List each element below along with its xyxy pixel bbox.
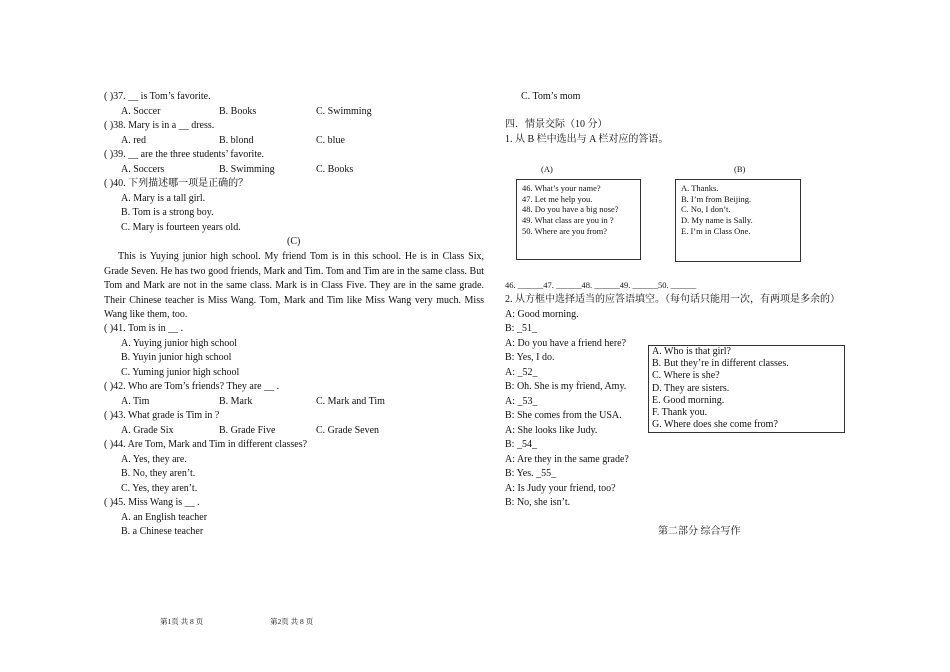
dialogue-line: A: _53_: [505, 396, 538, 407]
q42-option-b: B. Mark: [219, 396, 253, 407]
q41-stem: ( )41. Tom is in __ .: [104, 323, 184, 334]
q40-stem: ( )40. 下列描述哪一项是正确的？: [104, 178, 249, 189]
dialogue-line: A: Is Judy your friend, too?: [505, 483, 616, 494]
column-b-item-e: E. I’m in Class One.: [681, 225, 751, 236]
q43-option-a: A. Grade Six: [121, 425, 174, 436]
q44-option-c: C. Yes, they aren’t.: [121, 483, 198, 494]
q40-option-c: C. Mary is fourteen years old.: [121, 222, 241, 233]
q38-option-a: A. red: [121, 135, 146, 146]
q39-option-b: B. Swimming: [219, 164, 275, 175]
column-a-label: (A): [541, 164, 553, 174]
page-number-1: 第1页 共 8 页: [160, 617, 204, 626]
q38-option-b: B. blond: [219, 135, 254, 146]
page-number-2: 第2页 共 8 页: [270, 617, 314, 626]
option-g: G. Where does she come from?: [652, 419, 778, 431]
dialogue-line: B: She comes from the USA.: [505, 410, 622, 421]
q43-option-b: B. Grade Five: [219, 425, 276, 436]
q45-option-c: C. Tom’s mom: [521, 91, 581, 102]
column-b-label: (B): [734, 164, 746, 174]
dialogue-line: A: Are they in the same grade?: [505, 454, 629, 465]
dialogue-line: B: _51_: [505, 323, 537, 334]
part-2-heading: 第二部分 综合写作: [658, 526, 741, 537]
q45-option-b: B. a Chinese teacher: [121, 526, 204, 537]
q42-option-a: A. Tim: [121, 396, 150, 407]
dialogue-line: A: Good morning.: [505, 309, 579, 320]
option-e: E. Good morning.: [652, 394, 725, 406]
q39-option-a: A. Soccers: [121, 164, 165, 175]
q40-option-b: B. Tom is a strong boy.: [121, 207, 214, 218]
column-b-item-a: A. Thanks.: [681, 183, 719, 193]
column-a-item-50: 50. Where are you from?: [522, 225, 608, 236]
option-c: C. Where is she?: [652, 370, 720, 382]
q42-stem: ( )42. Who are Tom’s friends? They are __ .: [104, 381, 280, 392]
column-b-item-c: C. No, I don’t.: [681, 204, 731, 215]
q39-stem: ( )39. __ are the three students’ favorite.: [104, 149, 265, 160]
q42-option-c: C. Mark and Tim: [316, 396, 385, 407]
q41-option-a: A. Yuying junior high school: [121, 338, 238, 349]
dialogue-line: A: _52_: [505, 367, 538, 378]
q43-stem: ( )43. What grade is Tim in ?: [104, 410, 220, 421]
q37-stem: ( )37. __ is Tom’s favorite.: [104, 91, 211, 102]
dialogue-line: A: Do you have a friend here?: [505, 338, 627, 349]
q45-option-a: A. an English teacher: [121, 512, 208, 523]
q45-stem: ( )45. Miss Wang is __ .: [104, 497, 200, 508]
section-4-heading: 四．情景交际（10 分）: [505, 119, 608, 130]
q44-option-b: B. No, they aren’t.: [121, 468, 196, 479]
option-f: F. Thank you.: [652, 407, 708, 419]
option-b: B. But they’re in different classes.: [652, 358, 789, 370]
option-a: A. Who is that girl?: [652, 346, 731, 357]
column-b-box: [675, 179, 801, 262]
q39-option-c: C. Books: [316, 164, 354, 175]
q44-option-a: A. Yes, they are.: [121, 454, 187, 465]
column-b-item-b: B. I’m from Beijing.: [681, 193, 752, 204]
q41-option-c: C. Yuming junior high school: [121, 367, 240, 378]
options-box: [648, 345, 845, 433]
dialogue-line: B: _54_: [505, 439, 537, 450]
task-2-instruction: 2. 从方框中选择适当的应答语填空。（每句话只能用一次，有两项是多余的）: [505, 294, 840, 305]
column-a-box: [516, 179, 641, 260]
q37-option-a: A. Soccer: [121, 106, 161, 117]
q40-option-a: A. Mary is a tall girl.: [121, 193, 206, 204]
reading-passage: This is Yuying junior high school. My friend Tom is in this school. He is in Class Six, Grade Seven. He has two good friends, Mark and Tim. Tom and Tim are in the same class. But Tom and Mark are not in the same class. Mark is in Class Five. They are in the same grade. Their Chinese teacher is Miss Wang. Tom, Mark and Tim like Miss Wang very much. Miss Wang like them, too.: [104, 251, 484, 320]
dialogue-line: B: No, she isn’t.: [505, 497, 571, 508]
column-a-item-47: 47. Let me help you.: [522, 193, 593, 204]
q38-option-c: C. blue: [316, 135, 345, 146]
q44-stem: ( )44. Are Tom, Mark and Tim in different classes?: [104, 439, 308, 450]
q37-option-c: C. Swimming: [316, 106, 372, 117]
dialogue-line: B: Yes, I do.: [505, 352, 555, 363]
dialogue-line: A: She looks like Judy.: [505, 425, 598, 436]
option-d: D. They are sisters.: [652, 382, 730, 394]
dialogue-line: B: Yes. _55_: [505, 468, 557, 479]
column-a-item-46: 46. What’s your name?: [522, 183, 601, 193]
q37-option-b: B. Books: [219, 106, 257, 117]
section-c-heading: (C): [287, 236, 301, 247]
column-b-item-d: D. My name is Sally.: [681, 215, 753, 226]
dialogue-line: B: Oh. She is my friend, Amy.: [505, 381, 627, 392]
task-1-instruction: 1. 从 B 栏中选出与 A 栏对应的答语。: [505, 134, 669, 145]
q43-option-c: C. Grade Seven: [316, 425, 380, 436]
q41-option-b: B. Yuyin junior high school: [121, 352, 232, 363]
column-a-item-48: 48. Do you have a big nose?: [522, 204, 619, 215]
column-a-item-49: 49. What class are you in ?: [522, 215, 614, 226]
q38-stem: ( )38. Mary is in a __ dress.: [104, 120, 215, 131]
answer-blanks-46-50: 46. ______47. ______48. ______49. ______50. ______: [505, 280, 697, 290]
